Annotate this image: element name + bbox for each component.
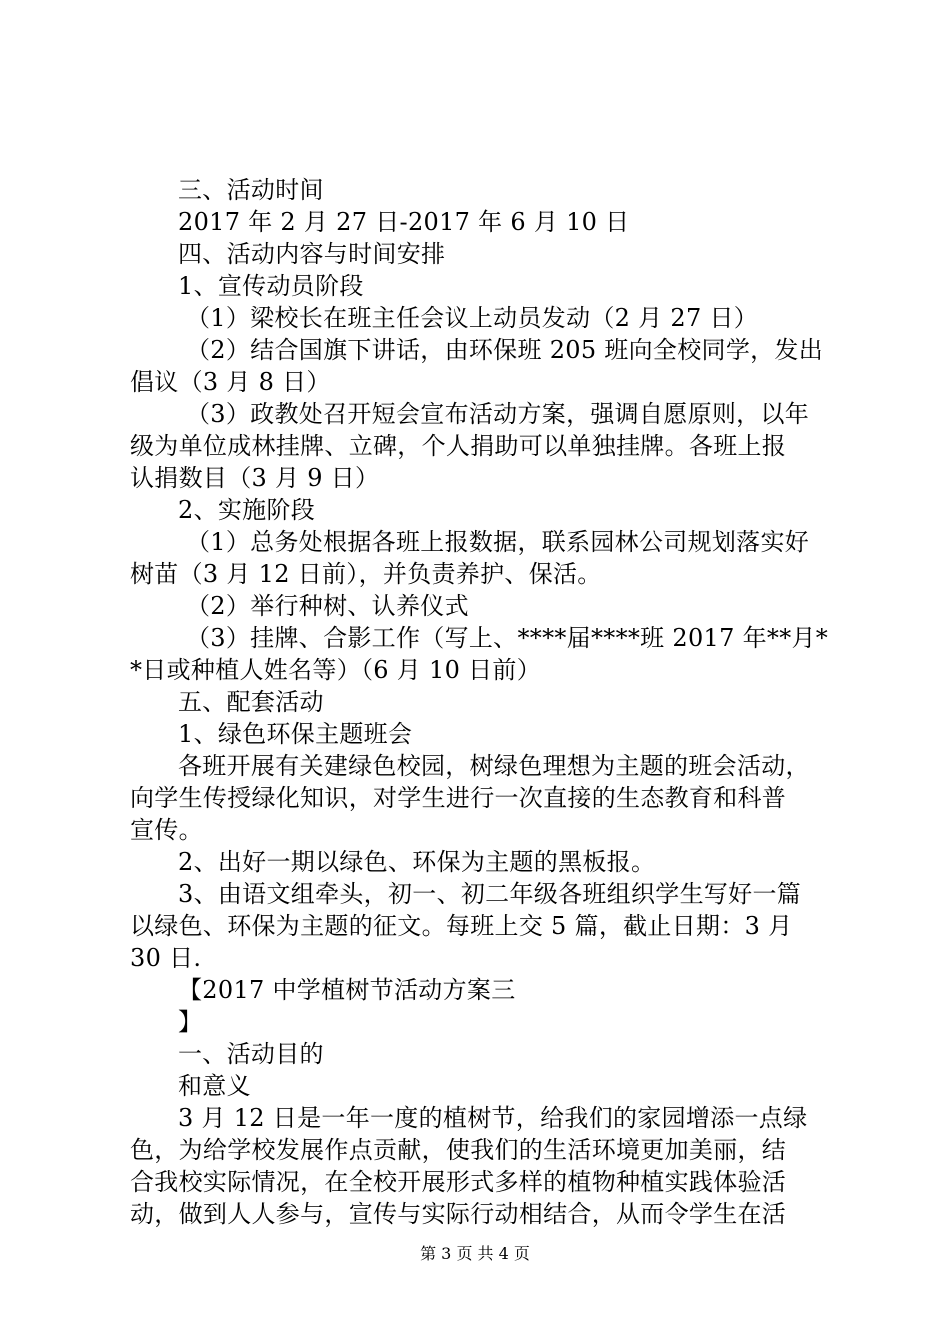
paragraph-line: 2、出好一期以绿色、环保为主题的黑板报。 (178, 848, 656, 876)
paragraph-line: 动，做到人人参与，宣传与实际行动相结合，从而令学生在活 (130, 1200, 787, 1228)
section-heading: 三、活动时间 (178, 176, 324, 204)
paragraph-line: （3）挂牌、合影工作（写上、****届****班 2017 年**月* (186, 624, 829, 652)
document-body (130, 174, 830, 1230)
paragraph-line: （1）总务处根据各班上报数据，联系园林公司规划落实好 (186, 528, 810, 556)
subsection-heading: 1、宣传动员阶段 (178, 272, 364, 300)
paragraph-line: 认捐数目（3 月 9 日） (130, 464, 380, 492)
section-heading: 五、配套活动 (178, 688, 324, 716)
section-heading: 四、活动内容与时间安排 (178, 240, 446, 268)
document-title: 】 (178, 1008, 203, 1036)
paragraph-line: 色，为给学校发展作点贡献，使我们的生活环境更加美丽，结 (130, 1136, 787, 1164)
paragraph-line: （2）举行种树、认养仪式 (186, 592, 469, 620)
paragraph-line: （2）结合国旗下讲话，由环保班 205 班向全校同学，发出 (186, 336, 824, 364)
paragraph-line: 宣传。 (130, 816, 203, 844)
document-title: 【2017 中学植树节活动方案三 (178, 976, 516, 1004)
paragraph-line: 级为单位成林挂牌、立碑，个人捐助可以单独挂牌。各班上报 (130, 432, 787, 460)
paragraph-line: 各班开展有关建绿色校园，树绿色理想为主题的班会活动， (178, 752, 810, 780)
paragraph-line: （3）政教处召开短会宣布活动方案，强调自愿原则，以年 (186, 400, 810, 428)
paragraph-line: 3、由语文组牵头，初一、初二年级各班组织学生写好一篇 (178, 880, 802, 908)
paragraph-line: 合我校实际情况，在全校开展形式多样的植物种植实践体验活 (130, 1168, 787, 1196)
paragraph-line: *日或种植人姓名等）（6 月 10 日前） (130, 656, 541, 684)
paragraph-line: （1）梁校长在班主任会议上动员发动（2 月 27 日） (186, 304, 759, 332)
subsection-heading: 1、绿色环保主题班会 (178, 720, 413, 748)
page-number-footer: 第 3 页 共 4 页 (420, 1244, 530, 1263)
paragraph-line: 树苗（3 月 12 日前），并负责养护、保活。 (130, 560, 602, 588)
paragraph-line: 倡议（3 月 8 日） (130, 368, 331, 396)
paragraph-line: 2017 年 2 月 27 日-2017 年 6 月 10 日 (178, 208, 630, 236)
section-heading: 和意义 (178, 1072, 251, 1100)
paragraph-line: 以绿色、环保为主题的征文。每班上交 5 篇，截止日期：3 月 (130, 912, 793, 940)
paragraph-line: 3 月 12 日是一年一度的植树节，给我们的家园增添一点绿 (178, 1104, 808, 1132)
section-heading: 一、活动目的 (178, 1040, 324, 1068)
paragraph-line: 30 日. (130, 944, 202, 972)
subsection-heading: 2、实施阶段 (178, 496, 316, 524)
paragraph-line: 向学生传授绿化知识，对学生进行一次直接的生态教育和科普 (130, 784, 787, 812)
